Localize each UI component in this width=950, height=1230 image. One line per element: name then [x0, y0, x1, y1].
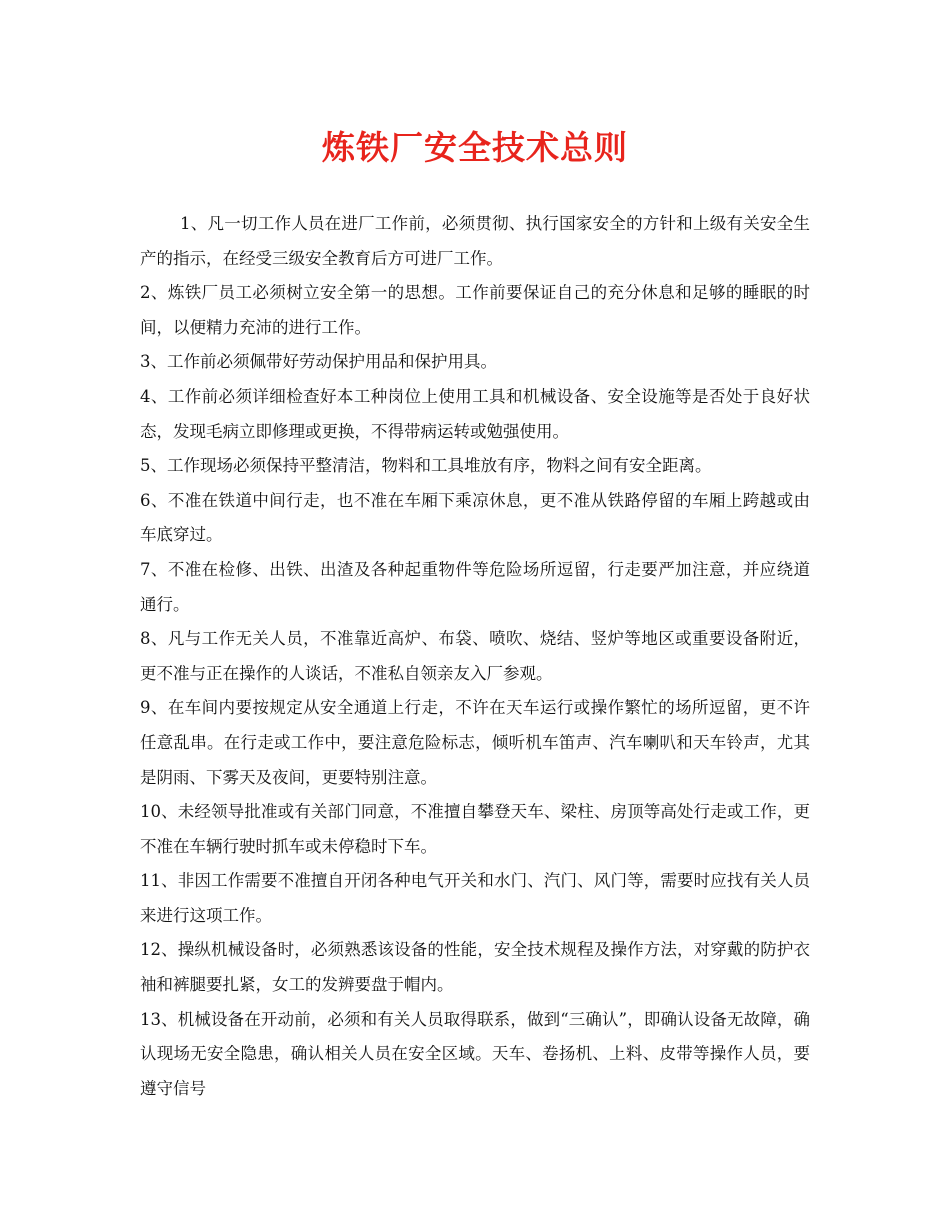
- rule-paragraph-13: 13、机械设备在开动前，必须和有关人员取得联系，做到“三确认”，即确认设备无故障，确认现场无安全隐患，确认相关人员在安全区域。天车、卷扬机、上料、皮带等操作人员，要遵守信号: [140, 1009, 810, 1098]
- rule-paragraph-8: 8、凡与工作无关人员，不准靠近高炉、布袋、喷吹、烧结、竖炉等地区或重要设备附近，更不准与正在操作的人谈话，不准私自领亲友入厂参观。: [140, 629, 810, 683]
- rule-paragraph-12: 12、操纵机械设备时，必须熟悉该设备的性能，安全技术规程及操作方法，对穿戴的防护衣袖和裤腿要扎紧，女工的发辨要盘于帽内。: [140, 940, 810, 995]
- document-title: 炼铁厂安全技术总则: [322, 128, 628, 167]
- document-body: [140, 207, 810, 1106]
- rule-paragraph-10: 10、未经领导批准或有关部门同意，不准擅自攀登天车、梁柱、房顶等高处行走或工作，更不准在车辆行驶时抓车或未停稳时下车。: [140, 802, 810, 856]
- rule-paragraph-6: 6、不准在铁道中间行走，也不准在车厢下乘凉休息，更不准从铁路停留的车厢上跨越或由车底穿过。: [140, 490, 810, 545]
- rule-paragraph-2: 2、炼铁厂员工必须树立安全第一的思想。工作前要保证自己的充分休息和足够的睡眠的时间，以便精力充沛的进行工作。: [140, 283, 810, 337]
- rule-paragraph-11: 11、非因工作需要不准擅自开闭各种电气开关和水门、汽门、风门等，需要时应找有关人员来进行这项工作。: [140, 871, 810, 925]
- rule-paragraph-3: 3、工作前必须佩带好劳动保护用品和保护用具。: [140, 352, 497, 372]
- rule-paragraph-1: 1、凡一切工作人员在进厂工作前，必须贯彻、执行国家安全的方针和上级有关安全生产的指示，在经受三级安全教育后方可进厂工作。: [140, 214, 810, 268]
- rule-paragraph-7: 7、不准在检修、出铁、出渣及各种起重物件等危险场所逗留，行走要严加注意，并应绕道通行。: [140, 559, 810, 614]
- rule-paragraph-5: 5、工作现场必须保持平整清洁，物料和工具堆放有序，物料之间有安全距离。: [140, 456, 712, 476]
- rule-paragraph-4: 4、工作前必须详细检查好本工种岗位上使用工具和机械设备、安全设施等是否处于良好状态，发现毛病立即修理或更换，不得带病运转或勉强使用。: [140, 386, 810, 441]
- rule-paragraph-9: 9、在车间内要按规定从安全通道上行走，不许在天车运行或操作繁忙的场所逗留，更不许任意乱串。在行走或工作中，要注意危险标志，倾听机车笛声、汽车喇叭和天车铃声，尤其是阴雨、下雾天及夜间，更要特别注意。: [140, 698, 810, 787]
